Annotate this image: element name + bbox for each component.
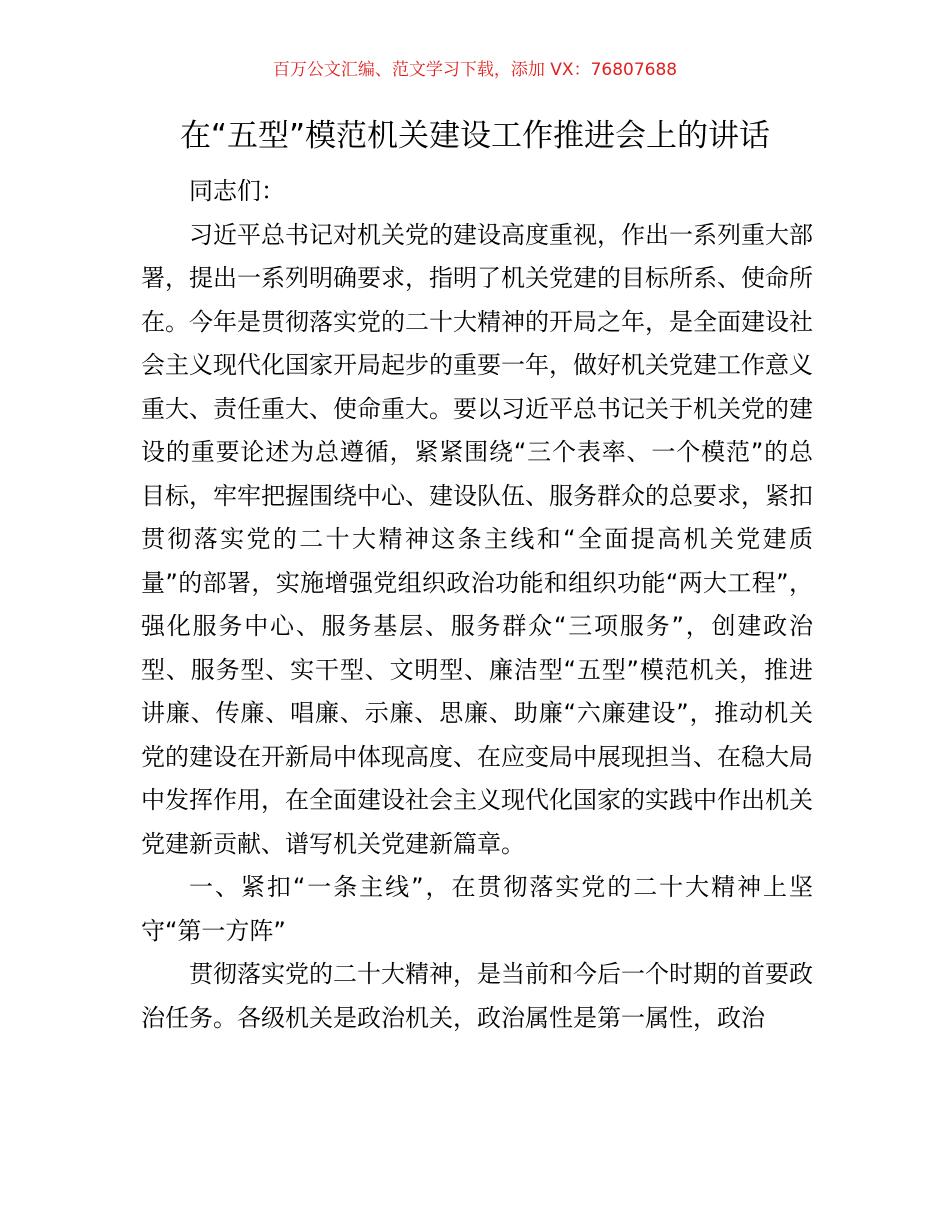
paragraph-intro: 习近平总书记对机关党的建设高度重视，作出一系列重大部署，提出一系列明确要求，指明了机关党建的目标所系、使命所在。今年是贯彻落实党的二十大精神的开局之年，是全面建设社会主义现代化国家开局起步的重要一年，做好机关党建工作意义重大、责任重大、使命重大。要以习近平总书记关于机关党的建设的重要论述为总遵循，紧紧围绕“三个表率、一个模范”的总目标，牢牢把握围绕中心、建设队伍、服务群众的总要求，紧扣贯彻落实党的二十大精神这条主线和“全面提高机关党建质量”的部署，实施增强党组织政治功能和组织功能“两大工程”，强化服务中心、服务基层、服务群众“三项服务”，创建政治型、服务型、实干型、文明型、廉洁型“五型”模范机关，推进讲廉、传廉、唱廉、示廉、思廉、助廉“六廉建设”，推动机关党的建设在开新局中体现高度、在应变局中展现担当、在稳大局中发挥作用，在全面建设社会主义现代化国家的实践中作出机关党建新贡献、谱写机关党建新篇章。 <box>141 220 813 858</box>
section-heading: 一、紧扣“一条主线”，在贯彻落实党的二十大精神上坚守“第一方阵” <box>141 873 813 945</box>
page-title: 在“五型”模范机关建设工作推进会上的讲话 <box>179 118 771 154</box>
watermark-header: 百万公文汇编、范文学习下载，添加 VX：76807688 <box>272 60 678 80</box>
salutation: 同志们： <box>189 177 285 205</box>
paragraph-section-1: 贯彻落实党的二十大精神，是当前和今后一个时期的首要政治任务。各级机关是政治机关，政治属性是第一属性，政治 <box>141 960 813 1032</box>
document-body <box>141 170 813 1040</box>
